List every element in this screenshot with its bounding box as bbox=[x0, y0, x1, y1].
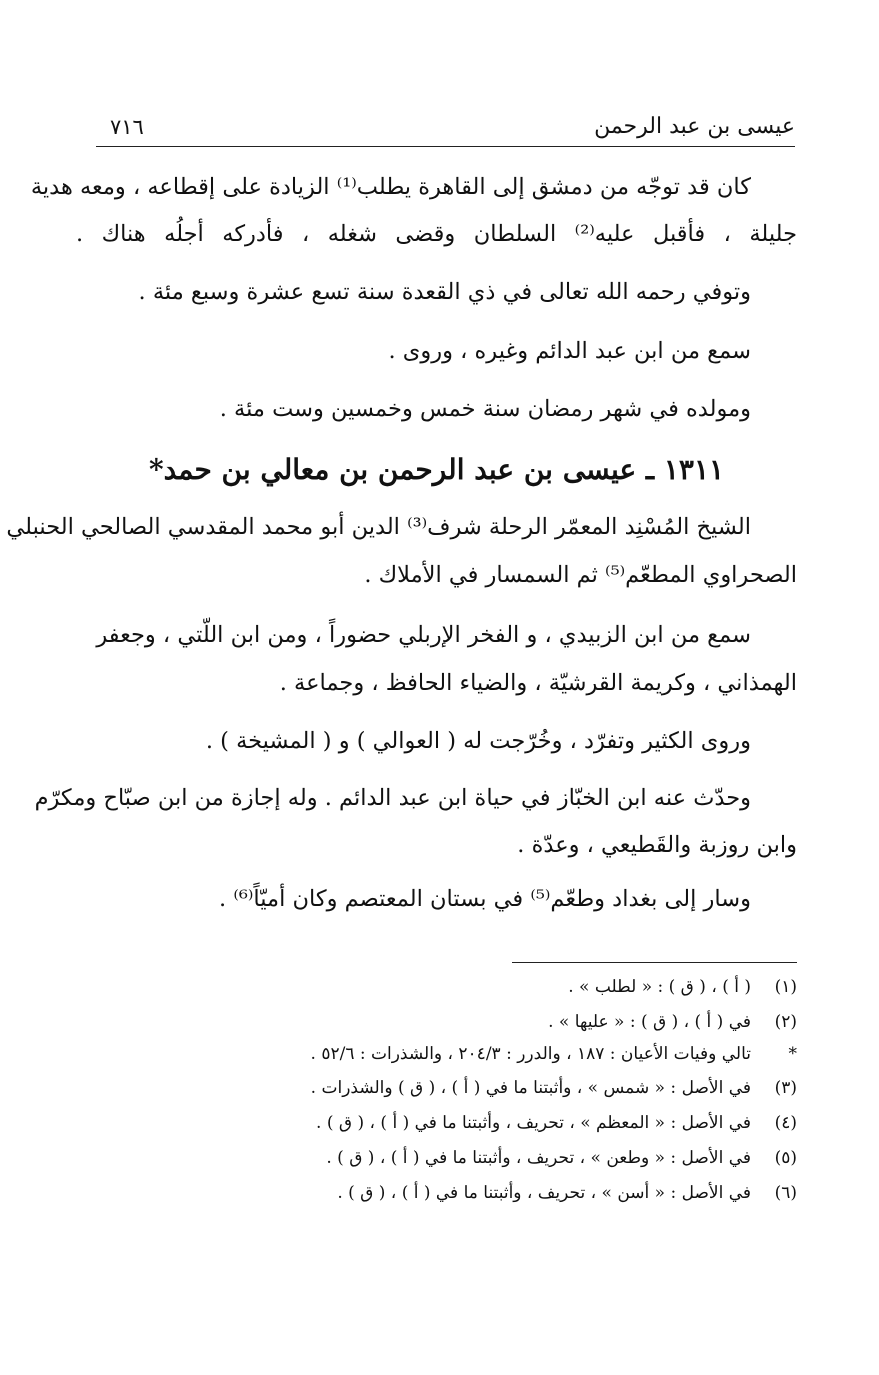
footnote-mark: (١) bbox=[774, 977, 797, 997]
body-line: كان قد توجّه من دمشق إلى القاهرة يطلب⁽¹⁾ الزيادة على إقطاعه ، ومعه هدية bbox=[30, 174, 751, 200]
running-title: عيسى بن عبد الرحمن bbox=[594, 114, 795, 139]
footnote-text: في الأصل : « شمس » ، وأثبتنا ما في ( أ ) ، ( ق ) والشذرات . bbox=[310, 1078, 751, 1098]
body-line: وروى الكثير وتفرّد ، وخُرّجت له ( العوالي ) و ( المشيخة ) . bbox=[205, 728, 751, 754]
page-number: ٧١٦ bbox=[110, 115, 144, 139]
footnote-mark: * bbox=[788, 1044, 797, 1064]
body-line: الصحراوي المطعّم⁽⁵⁾ ثم السمسار في الأملاك . bbox=[364, 562, 797, 588]
footnote-text: في الأصل : « المعظم » ، تحريف ، وأثبتنا ما في ( أ ) ، ( ق ) . bbox=[316, 1113, 751, 1133]
footnote-text: في الأصل : « وطعن » ، تحريف ، وأثبتنا ما في ( أ ) ، ( ق ) . bbox=[326, 1148, 751, 1168]
body-line: الهمذاني ، وكريمة القرشيّة ، والضياء الحافظ ، وجماعة . bbox=[279, 670, 797, 696]
body-line: سمع من ابن الزبيدي ، و الفخر الإربلي حضوراً ، ومن ابن اللّتي ، وجعفر bbox=[96, 622, 751, 648]
body-line: سمع من ابن عبد الدائم وغيره ، وروى . bbox=[388, 338, 751, 364]
footnote-text: في ( أ ) ، ( ق ) : « عليها » . bbox=[548, 1012, 751, 1032]
footnote-mark: (٣) bbox=[774, 1078, 797, 1098]
footnote-text: في الأصل : « أسن » ، تحريف ، وأثبتنا ما في ( أ ) ، ( ق ) . bbox=[337, 1183, 751, 1203]
footnote-mark: (٦) bbox=[774, 1183, 797, 1203]
running-head bbox=[96, 112, 795, 147]
entry-heading: ١٣١١ ـ عيسى بن عبد الرحمن بن معالي بن حمد* bbox=[148, 453, 725, 486]
body-line: وتوفي رحمه الله تعالى في ذي القعدة سنة تسع عشرة وسبع مئة . bbox=[138, 279, 751, 305]
footnote-mark: (٤) bbox=[774, 1113, 797, 1133]
body-line: ومولده في شهر رمضان سنة خمس وخمسين وست مئة . bbox=[219, 396, 751, 422]
body-line: الشيخ المُسْنِد المعمّر الرحلة شرف⁽³⁾ الدين أبو محمد المقدسي الصالحي الحنبلي bbox=[6, 514, 751, 540]
footnote-text: تالي وفيات الأعيان : ١٨٧ ، والدرر : ٢٠٤/٣ ، والشذرات : ٥٢/٦ . bbox=[310, 1044, 751, 1064]
footnote-mark: (٥) bbox=[774, 1148, 797, 1168]
footnote-mark: (٢) bbox=[774, 1012, 797, 1032]
body-line: وحدّث عنه ابن الخبّاز في حياة ابن عبد الدائم . وله إجازة من ابن صبّاح ومكرّم bbox=[34, 785, 751, 811]
footnote-separator bbox=[512, 962, 797, 963]
footnote-text: ( أ ) ، ( ق ) : « لطلب » . bbox=[568, 977, 751, 997]
body-line: وسار إلى بغداد وطعّم⁽⁵⁾ في بستان المعتصم وكان أميّاً⁽⁶⁾ . bbox=[219, 886, 751, 912]
body-line: جليلة ، فأقبل عليه⁽²⁾ السلطان وقضى شغله ، فأدركه أجلُه هناك . bbox=[76, 221, 797, 247]
body-line: وابن روزبة والقَطيعي ، وعدّة . bbox=[517, 832, 797, 858]
